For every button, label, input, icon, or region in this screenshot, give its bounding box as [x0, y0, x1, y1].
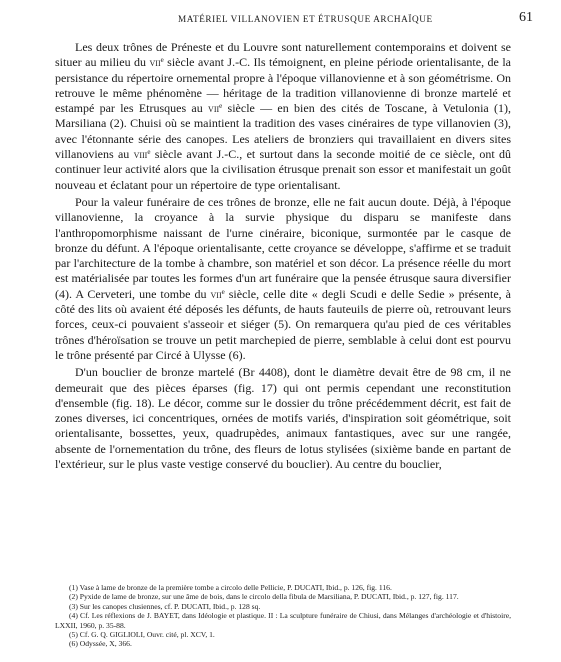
century-numeral: vii	[210, 286, 222, 301]
ordinal-superscript: e	[160, 56, 164, 65]
paragraph-1: Les deux trônes de Préneste et du Louvre sont naturellement contemporains et doivent se situer au milieu du vii$^e$ siècle avant J.-C. Ils témoignent, en pleine période orientalisante, de la persistance du répertoire ornemental propre à l'époque villanovienne et à son géométrisme. On retrouve le même phénomène — héritage de la tradition villanovienne di bronze martelé et estampé par les Etrusques au vii$^e$ siècle — en bien des cités de Toscane, à Vetulonia (1), Marsiliana (2). Chuisi où se maintient la tradition des vases cinéraires de type villanovien (3), avec l'étonnante série des canopes. Les ateliers de bronziers qui travaillaient en divers sites villanoviens au viii$^e$ siècle avant J.-C., et surtout dans la seconde moitié de ce siècle, ont dû continuer leur activité alors que la civilisation étrusque prenait son essor et manifestait un goût nouveau et éclatant pour un répertoire de type orientalisant.	[55, 40, 512, 192]
footnote-6: (6) Odyssée, X, 366.	[69, 639, 132, 649]
footnote-3: (3) Sur les canopes clusiennes, cf. P. DUCATI, Ibid., p. 128 sq.	[69, 601, 261, 611]
running-head: MATÉRIEL VILLANOVIEN ET ÉTRUSQUE ARCHAÏQUE	[178, 14, 433, 24]
footnotes	[55, 583, 511, 649]
footnote-1: (1) Vase à lame de bronze de la première tombe a circolo delle Pellicie, P. DUCATI, Ibid., p. 126, fig. 116.	[69, 583, 392, 592]
century-numeral: viii	[133, 147, 148, 162]
paragraph-3: D'un bouclier de bronze martelé (Br 4408), dont le diamètre devait être de 98 cm, il ne demeurait que des pièces éparses (fig. 17) qui ont permis cependant une reconstitution d'ensemble (fig. 18). Le décor, comme sur le dossier du trône précédemment décrit, est fait de zones diverses, ici concentriques, ornées de motifs variés, d'inspiration soit géométrique, soit orientalisante, bossettes, yeux, quadrupèdes, animaux fantastiques, avec sur une rangée, absente de l'ornementation du trône, des fleurs de lotus stylisées (sixième bande en partant de l'extérieur, sur le plus vaste vestige conservé du bouclier). Au centre du bouclier,	[55, 365, 511, 472]
century-numeral: vii	[149, 55, 161, 70]
ordinal-superscript: e	[219, 102, 223, 111]
ordinal-superscript: e	[221, 287, 225, 296]
body-text	[55, 40, 511, 472]
paragraph-2: Pour la valeur funéraire de ces trônes de bronze, elle ne fait aucun doute. Déjà, à l'époque villanovienne, la croyance à la survie physique du disparu se manifeste dans l'anthropomorphisme naissant de l'urne cinéraire, biconique, surmontée par le casque de bronze du défunt. A l'époque orientalisante, cette croyance se développe, s'affirme et se traduit par l'architecture de la tombe à chambre, son matériel et son décor. La présence réelle du mort est matérialisée par toutes les formes d'un art funéraire que la pensée étrusque saura diversifier (4). A Cerveteri, une tombe du vii$^e$ siècle, celle dite « degli Scudi e delle Sedie » présente, à côté des lits où avaient été déposés les défunts, de hauts fauteuils de pierre où, retrouvant leurs forces, ceux-ci pouvaient s'asseoir et siéger (5). On remarquera qu'au pied de ces véritables trônes d'héroïsation se trouve un petit marchepied de pierre, semblable à celui dont est pourvu le trône présenté par Circé à Ulysse (6).	[55, 194, 512, 362]
footnote-2: (2) Pyxide de lame de bronze, sur une âme de bois, dans le circolo della fibula de Marsiliana, P. DUCATI, Ibid., p. 127, fig. 117.	[69, 592, 459, 602]
page-number: 61	[519, 10, 533, 25]
ordinal-superscript: e	[147, 148, 151, 157]
footnote-5: (5) Cf. G. Q. GIGLIOLI, Ouvr. cité, pl. XCV, 1.	[69, 630, 215, 640]
footnote-4: (4) Cf. Les réflexions de J. BAYET, dans Idéologie et plastique. II : La sculpture funéraire de Chiusi, dans Mélanges d'archéologie et d'histoire, LXXII, 1960, p. 35-88.	[55, 611, 511, 630]
century-numeral: vii	[208, 101, 220, 116]
